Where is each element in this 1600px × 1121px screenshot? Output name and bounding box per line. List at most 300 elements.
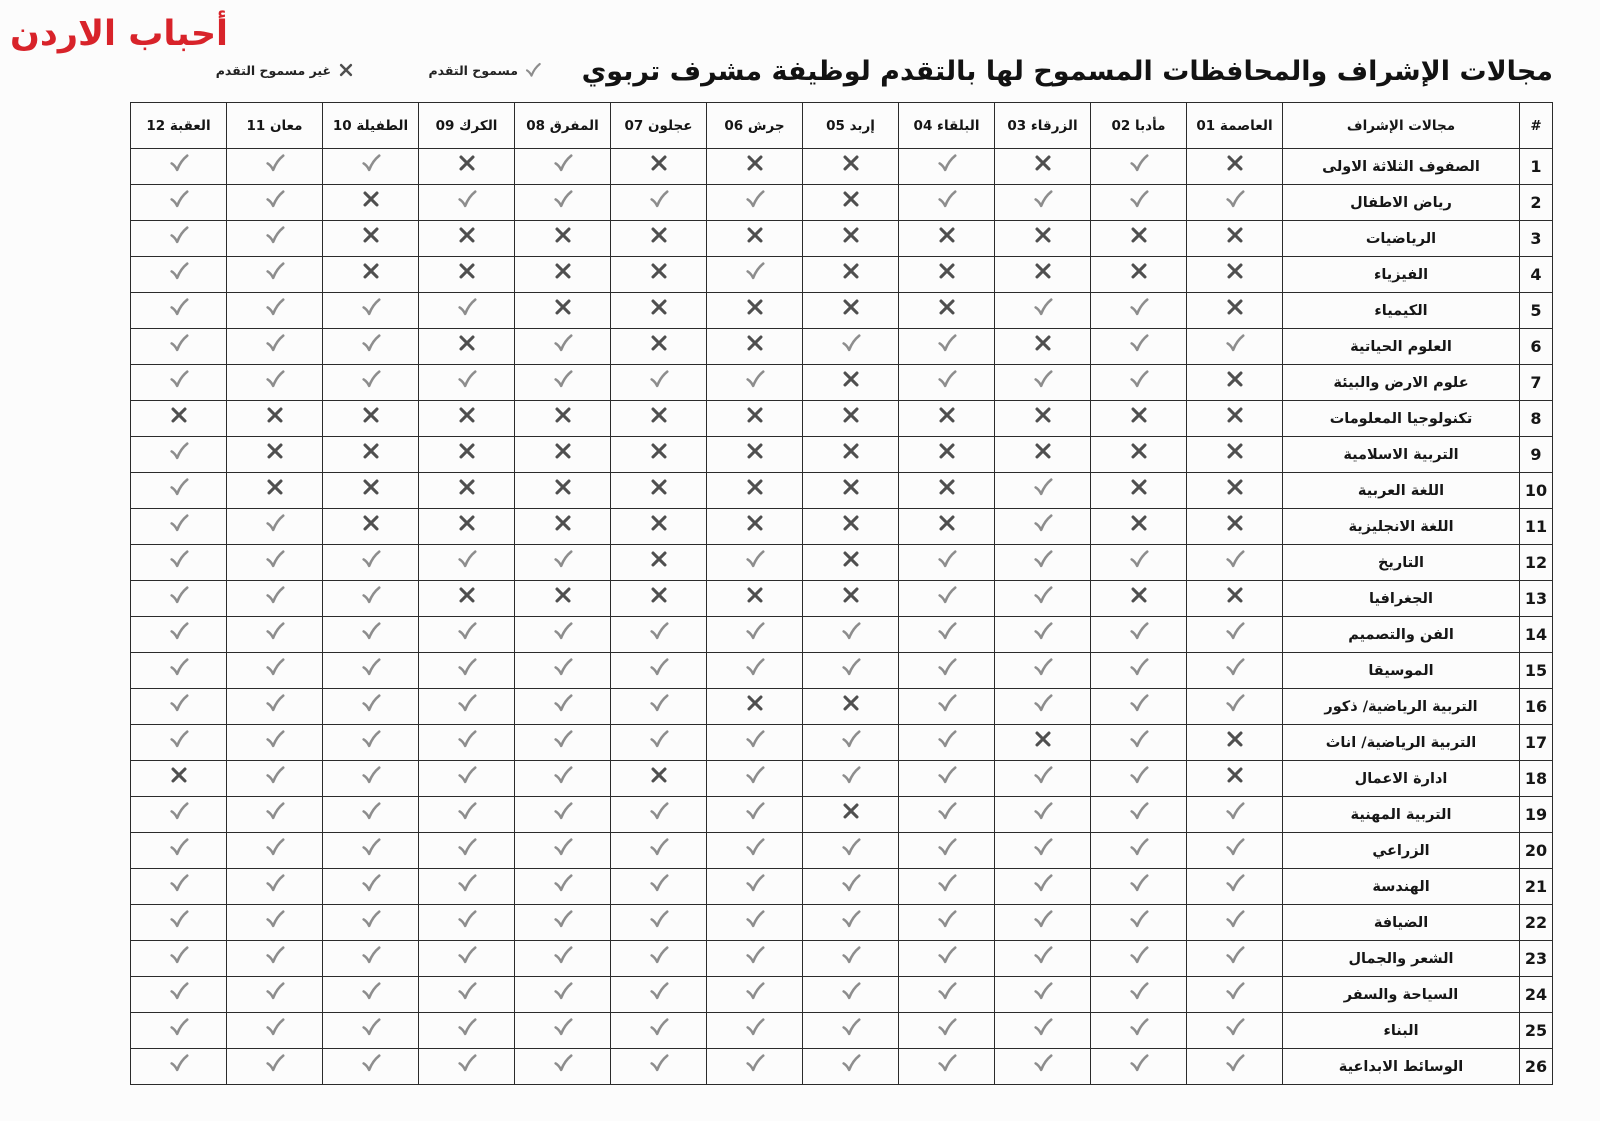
check-icon: [1224, 839, 1246, 858]
header-governorate: العقبة 12: [131, 103, 227, 149]
check-icon: [360, 875, 382, 894]
permission-cell: [1187, 869, 1283, 905]
check-icon: [840, 1055, 862, 1074]
check-icon: [1128, 731, 1150, 750]
check-icon: [1224, 911, 1246, 930]
permission-cell: [707, 725, 803, 761]
permission-cell: [419, 689, 515, 725]
permission-cell: [803, 797, 899, 833]
table-row: [131, 617, 1553, 653]
check-icon: [1128, 371, 1150, 390]
check-icon: [648, 191, 670, 210]
permission-cell: [1187, 725, 1283, 761]
page-title: مجالات الإشراف والمحافظات المسموح لها بالتقدم لوظيفة مشرف تربوي: [581, 56, 1553, 87]
table-body: [131, 149, 1553, 1085]
check-icon: [264, 587, 286, 606]
check-icon: [1224, 551, 1246, 570]
permission-cell: [899, 473, 995, 509]
check-icon: [648, 695, 670, 714]
check-icon: [1032, 551, 1054, 570]
permission-cell: [803, 689, 899, 725]
row-number: 7: [1520, 365, 1553, 401]
permission-cell: [611, 617, 707, 653]
cross-icon: [840, 299, 862, 318]
check-icon: [1032, 191, 1054, 210]
check-icon: [264, 227, 286, 246]
check-icon: [456, 839, 478, 858]
check-icon: [936, 911, 958, 930]
permission-cell: [323, 545, 419, 581]
permission-cell: [323, 689, 419, 725]
table-row: [131, 581, 1553, 617]
permission-cell: [803, 905, 899, 941]
permission-cell: [707, 797, 803, 833]
permissions-table: [130, 102, 1553, 1085]
permission-cell: [803, 473, 899, 509]
permission-cell: [611, 293, 707, 329]
check-icon: [840, 623, 862, 642]
permission-cell: [1187, 293, 1283, 329]
permission-cell: [227, 941, 323, 977]
permission-cell: [419, 401, 515, 437]
row-number: 15: [1520, 653, 1553, 689]
permission-cell: [803, 977, 899, 1013]
cross-icon: [456, 479, 478, 498]
row-number: 16: [1520, 689, 1553, 725]
check-icon: [360, 371, 382, 390]
check-icon: [360, 839, 382, 858]
cross-icon: [840, 263, 862, 282]
field-name: العلوم الحياتية: [1283, 329, 1520, 365]
check-icon: [936, 551, 958, 570]
check-icon: [840, 335, 862, 354]
row-number: 3: [1520, 221, 1553, 257]
check-icon: [1128, 659, 1150, 678]
table-row: [131, 869, 1553, 905]
check-icon: [1128, 911, 1150, 930]
cross-icon: [1128, 587, 1150, 606]
field-name: الموسيقا: [1283, 653, 1520, 689]
permission-cell: [227, 581, 323, 617]
check-icon: [840, 767, 862, 786]
cross-icon: [456, 515, 478, 534]
check-icon: [1032, 947, 1054, 966]
cross-icon: [1224, 407, 1246, 426]
permission-cell: [1187, 1049, 1283, 1085]
permission-cell: [707, 689, 803, 725]
check-icon: [1224, 983, 1246, 1002]
field-name: تكنولوجيا المعلومات: [1283, 401, 1520, 437]
permission-cell: [131, 221, 227, 257]
permission-cell: [803, 437, 899, 473]
permission-cell: [515, 1049, 611, 1085]
row-number: 1: [1520, 149, 1553, 185]
permission-cell: [323, 977, 419, 1013]
permission-cell: [995, 149, 1091, 185]
cross-icon: [1224, 515, 1246, 534]
check-icon: [936, 623, 958, 642]
check-icon: [168, 263, 190, 282]
check-icon: [552, 371, 574, 390]
permission-cell: [995, 221, 1091, 257]
permission-cell: [323, 365, 419, 401]
check-icon: [168, 803, 190, 822]
check-icon: [552, 839, 574, 858]
field-name: اللغة الانجليزية: [1283, 509, 1520, 545]
check-icon: [360, 299, 382, 318]
field-name: الصفوف الثلاثة الاولى: [1283, 149, 1520, 185]
table-row: [131, 221, 1553, 257]
check-icon: [456, 875, 478, 894]
cross-icon: [648, 515, 670, 534]
permission-cell: [803, 293, 899, 329]
cross-icon: [1032, 407, 1054, 426]
legend-allowed-label: مسموح التقدم: [428, 62, 518, 78]
row-number: 4: [1520, 257, 1553, 293]
table-row: [131, 329, 1553, 365]
permission-cell: [419, 509, 515, 545]
cross-icon: [648, 443, 670, 462]
check-icon: [1032, 659, 1054, 678]
check-icon: [1032, 767, 1054, 786]
permission-cell: [803, 725, 899, 761]
cross-icon: [840, 407, 862, 426]
cross-icon: [936, 227, 958, 246]
cross-icon: [648, 227, 670, 246]
check-icon: [840, 947, 862, 966]
check-icon: [360, 695, 382, 714]
check-icon: [744, 875, 766, 894]
cross-icon: [552, 299, 574, 318]
cross-icon: [648, 155, 670, 174]
permission-cell: [131, 689, 227, 725]
permission-cell: [899, 185, 995, 221]
check-icon: [744, 767, 766, 786]
permission-cell: [995, 977, 1091, 1013]
permission-cell: [611, 653, 707, 689]
check-icon: [552, 767, 574, 786]
cross-icon: [456, 407, 478, 426]
permission-cell: [899, 257, 995, 293]
permission-cell: [323, 257, 419, 293]
field-name: علوم الارض والبيئة: [1283, 365, 1520, 401]
permission-cell: [131, 653, 227, 689]
field-name: اللغة العربية: [1283, 473, 1520, 509]
check-icon: [264, 947, 286, 966]
check-icon: [264, 803, 286, 822]
permission-cell: [227, 149, 323, 185]
row-number: 2: [1520, 185, 1553, 221]
check-icon: [648, 659, 670, 678]
check-icon: [552, 911, 574, 930]
check-icon: [1032, 911, 1054, 930]
permission-cell: [515, 329, 611, 365]
check-icon: [840, 659, 862, 678]
check-icon: [1032, 299, 1054, 318]
permission-cell: [419, 149, 515, 185]
check-icon: [744, 911, 766, 930]
cross-icon: [648, 299, 670, 318]
permission-cell: [419, 293, 515, 329]
cross-icon: [1224, 263, 1246, 282]
permission-cell: [899, 977, 995, 1013]
field-name: الفن والتصميم: [1283, 617, 1520, 653]
check-icon: [1032, 839, 1054, 858]
permission-cell: [611, 1049, 707, 1085]
cross-icon: [1032, 263, 1054, 282]
check-icon: [168, 947, 190, 966]
permission-cell: [227, 545, 323, 581]
check-icon: [744, 371, 766, 390]
field-name: الشعر والجمال: [1283, 941, 1520, 977]
check-icon: [744, 623, 766, 642]
check-icon: [456, 1019, 478, 1038]
check-icon: [456, 983, 478, 1002]
check-icon: [648, 947, 670, 966]
cross-icon: [840, 191, 862, 210]
check-icon: [648, 803, 670, 822]
table-row: [131, 689, 1553, 725]
check-icon: [744, 1055, 766, 1074]
cross-icon: [840, 479, 862, 498]
cross-icon: [1224, 155, 1246, 174]
permission-cell: [1091, 869, 1187, 905]
permission-cell: [1091, 725, 1187, 761]
permission-cell: [515, 941, 611, 977]
cross-icon: [360, 191, 382, 210]
permission-cell: [803, 545, 899, 581]
check-icon: [840, 983, 862, 1002]
cross-icon: [552, 479, 574, 498]
check-icon: [168, 371, 190, 390]
table-row: [131, 797, 1553, 833]
check-icon: [168, 623, 190, 642]
check-icon: [360, 551, 382, 570]
header-governorate: العاصمة 01: [1187, 103, 1283, 149]
permission-cell: [707, 1049, 803, 1085]
permission-cell: [1187, 545, 1283, 581]
permission-cell: [803, 365, 899, 401]
permission-cell: [227, 473, 323, 509]
permission-cell: [131, 185, 227, 221]
permission-cell: [1091, 797, 1187, 833]
check-icon: [936, 947, 958, 966]
check-icon: [1224, 695, 1246, 714]
permission-cell: [707, 545, 803, 581]
check-icon: [264, 1019, 286, 1038]
cross-icon: [1224, 299, 1246, 318]
check-icon: [936, 659, 958, 678]
check-icon: [1032, 983, 1054, 1002]
row-number: 14: [1520, 617, 1553, 653]
row-number: 9: [1520, 437, 1553, 473]
permission-cell: [1091, 905, 1187, 941]
check-icon: [168, 191, 190, 210]
permission-cell: [515, 617, 611, 653]
permission-cell: [419, 905, 515, 941]
permission-cell: [131, 977, 227, 1013]
permission-cell: [515, 725, 611, 761]
permission-cell: [707, 257, 803, 293]
row-number: 25: [1520, 1013, 1553, 1049]
permission-cell: [227, 437, 323, 473]
cross-icon: [360, 443, 382, 462]
field-name: الضيافة: [1283, 905, 1520, 941]
permission-cell: [419, 365, 515, 401]
cross-icon: [264, 479, 286, 498]
permission-cell: [899, 293, 995, 329]
permission-cell: [803, 185, 899, 221]
header-governorate: الكرك 09: [419, 103, 515, 149]
check-icon: [936, 587, 958, 606]
cross-icon: [360, 407, 382, 426]
check-icon: [264, 767, 286, 786]
permission-cell: [803, 617, 899, 653]
header-number: #: [1520, 103, 1553, 149]
permission-cell: [419, 653, 515, 689]
permission-cell: [419, 833, 515, 869]
permission-cell: [611, 221, 707, 257]
field-name: الرياضيات: [1283, 221, 1520, 257]
permission-cell: [611, 581, 707, 617]
check-icon: [168, 515, 190, 534]
permission-cell: [419, 797, 515, 833]
check-icon: [1224, 947, 1246, 966]
cross-icon: [360, 227, 382, 246]
permission-cell: [899, 509, 995, 545]
cross-icon: [1032, 335, 1054, 354]
permission-cell: [227, 869, 323, 905]
field-name: ادارة الاعمال: [1283, 761, 1520, 797]
permission-cell: [899, 761, 995, 797]
check-icon: [264, 839, 286, 858]
field-name: التربية المهنية: [1283, 797, 1520, 833]
check-icon: [552, 1055, 574, 1074]
permission-cell: [995, 653, 1091, 689]
permission-cell: [1187, 905, 1283, 941]
permission-cell: [323, 185, 419, 221]
table-row: [131, 545, 1553, 581]
permission-cell: [1091, 473, 1187, 509]
permission-cell: [323, 149, 419, 185]
check-icon: [1032, 623, 1054, 642]
permission-cell: [1187, 977, 1283, 1013]
permission-cell: [131, 725, 227, 761]
check-icon: [648, 911, 670, 930]
permission-cell: [515, 473, 611, 509]
permission-cell: [419, 977, 515, 1013]
permission-cell: [1187, 653, 1283, 689]
permission-cell: [899, 653, 995, 689]
permission-cell: [899, 689, 995, 725]
permission-cell: [707, 977, 803, 1013]
check-icon: [936, 875, 958, 894]
check-icon: [456, 659, 478, 678]
cross-icon: [360, 515, 382, 534]
permission-cell: [323, 1049, 419, 1085]
permission-cell: [419, 761, 515, 797]
permission-cell: [323, 221, 419, 257]
table-row: [131, 1049, 1553, 1085]
cross-icon: [744, 587, 766, 606]
permission-cell: [515, 293, 611, 329]
table-row: [131, 401, 1553, 437]
check-icon: [1032, 515, 1054, 534]
permission-cell: [515, 185, 611, 221]
cross-icon: [456, 263, 478, 282]
field-name: السياحة والسفر: [1283, 977, 1520, 1013]
check-icon: [1128, 1055, 1150, 1074]
legend-not-allowed-label: غير مسموح التقدم: [215, 62, 331, 78]
header-governorate: مأدبا 02: [1091, 103, 1187, 149]
cross-icon: [456, 155, 478, 174]
permission-cell: [419, 1049, 515, 1085]
cross-icon: [1224, 731, 1246, 750]
header-governorate: جرش 06: [707, 103, 803, 149]
permission-cell: [323, 581, 419, 617]
cross-icon: [840, 803, 862, 822]
check-icon: [360, 803, 382, 822]
permission-cell: [515, 689, 611, 725]
check-icon: [264, 551, 286, 570]
permission-cell: [515, 977, 611, 1013]
permission-cell: [995, 689, 1091, 725]
check-icon: [264, 1055, 286, 1074]
check-icon: [1224, 803, 1246, 822]
check-icon: [264, 983, 286, 1002]
row-number: 23: [1520, 941, 1553, 977]
cross-icon: [1032, 443, 1054, 462]
permission-cell: [995, 1049, 1091, 1085]
permission-cell: [995, 293, 1091, 329]
permission-cell: [611, 149, 707, 185]
permission-cell: [707, 149, 803, 185]
permission-cell: [995, 869, 1091, 905]
permission-cell: [707, 365, 803, 401]
permission-cell: [611, 977, 707, 1013]
cross-icon: [744, 407, 766, 426]
permission-cell: [227, 761, 323, 797]
check-icon: [1224, 623, 1246, 642]
permission-cell: [227, 401, 323, 437]
permission-cell: [707, 185, 803, 221]
check-icon: [360, 335, 382, 354]
permission-cell: [1187, 221, 1283, 257]
cross-icon: [840, 443, 862, 462]
check-icon: [264, 695, 286, 714]
permission-cell: [227, 1049, 323, 1085]
permission-cell: [131, 329, 227, 365]
permission-cell: [995, 185, 1091, 221]
row-number: 13: [1520, 581, 1553, 617]
check-icon: [1128, 803, 1150, 822]
permission-cell: [131, 473, 227, 509]
cross-icon: [168, 407, 190, 426]
cross-icon: [552, 515, 574, 534]
check-icon: [456, 191, 478, 210]
check-icon: [1224, 1055, 1246, 1074]
header-governorate: البلقاء 04: [899, 103, 995, 149]
permission-cell: [611, 473, 707, 509]
check-icon: [648, 371, 670, 390]
cross-icon: [840, 587, 862, 606]
field-name: التاريخ: [1283, 545, 1520, 581]
check-icon: [264, 911, 286, 930]
check-icon: [840, 875, 862, 894]
check-icon: [168, 551, 190, 570]
cross-icon: [936, 515, 958, 534]
permission-cell: [131, 437, 227, 473]
